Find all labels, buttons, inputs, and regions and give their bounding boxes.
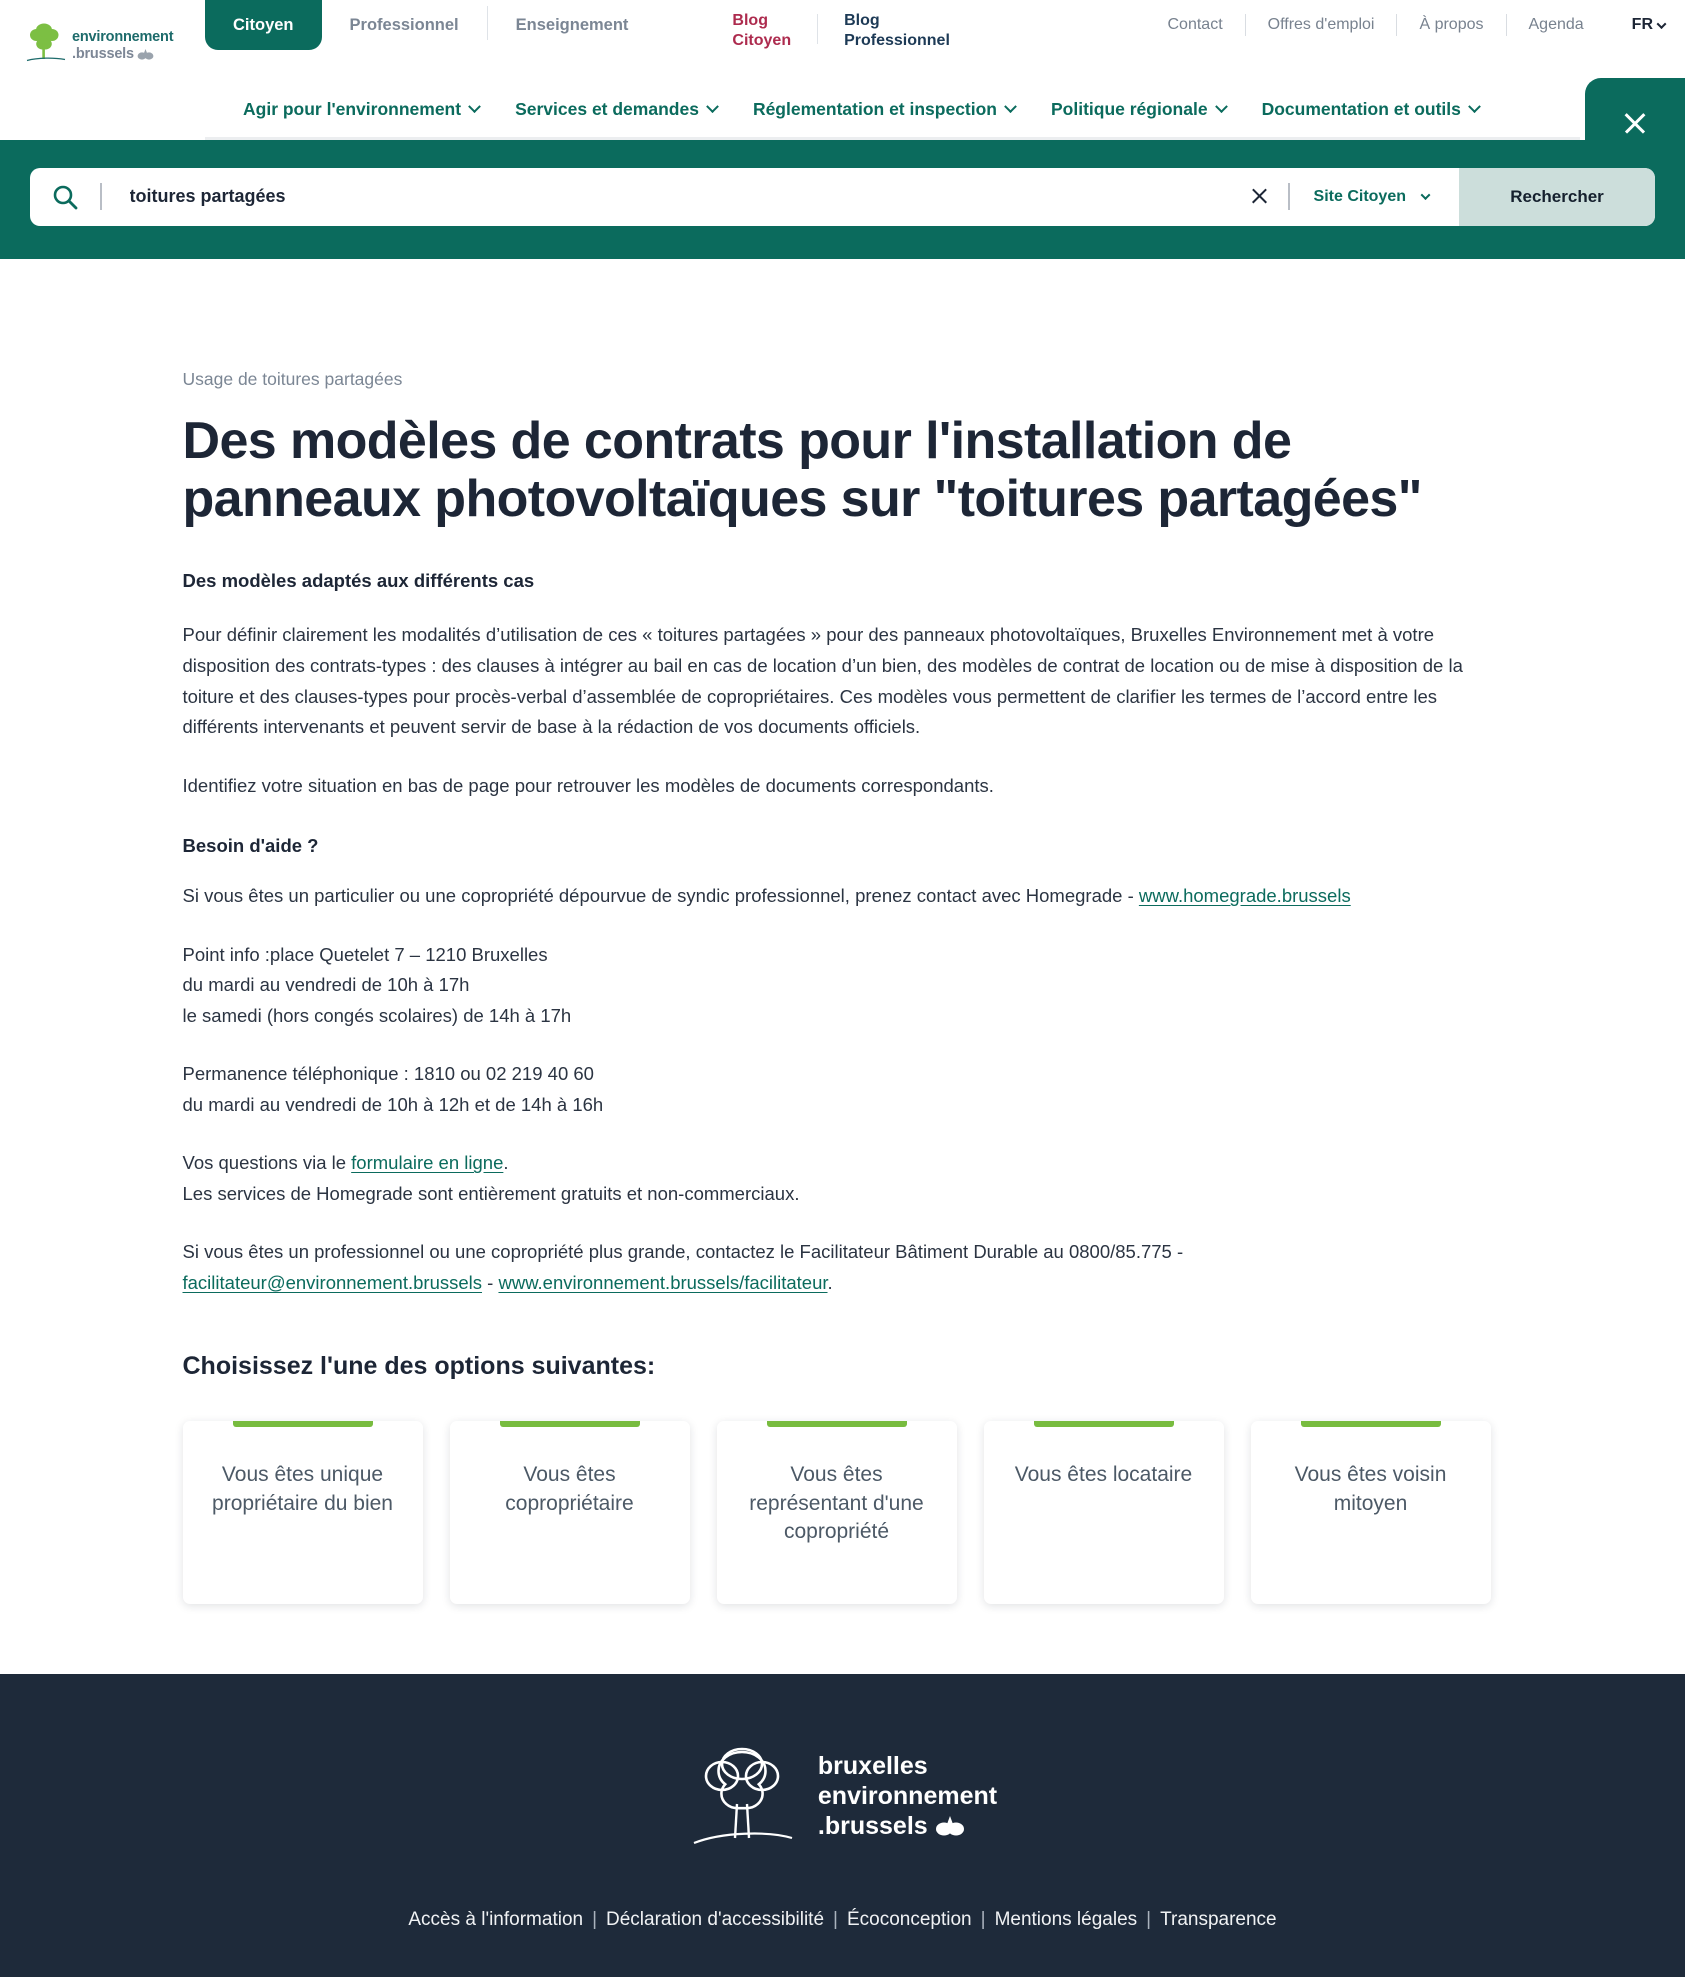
utility-link-agenda[interactable]: Agenda xyxy=(1507,16,1606,34)
main-navigation-bar xyxy=(0,78,1685,140)
footer-logo-line-3-row xyxy=(818,1811,997,1841)
segment-tab-professionnel[interactable]: Professionnel xyxy=(322,0,487,50)
site-footer xyxy=(0,1674,1685,1977)
point-info-line-2: du mardi au vendredi de 10h à 17h xyxy=(183,970,1503,1001)
content-container xyxy=(183,369,1503,1674)
footer-separator-2: | xyxy=(833,1909,838,1931)
phone-block xyxy=(183,1059,1503,1120)
option-card-coproprietaire[interactable] xyxy=(450,1421,690,1604)
nav-label: Politique régionale xyxy=(1051,99,1208,120)
phone-line-1: Permanence téléphonique : 1810 ou 02 219 40 60 xyxy=(183,1059,1503,1090)
tree-logo-icon xyxy=(688,1738,796,1853)
pro-separator: - xyxy=(482,1272,498,1293)
utility-links xyxy=(1146,0,1685,50)
section-subtitle-2: Besoin d'aide ? xyxy=(183,835,1503,857)
footer-link-ecoconception[interactable]: Écoconception xyxy=(838,1909,981,1931)
main-content xyxy=(0,259,1685,1674)
top-utility-bar xyxy=(0,0,1685,78)
breadcrumb-eyebrow: Usage de toitures partagées xyxy=(183,369,1503,390)
utility-link-contact[interactable]: Contact xyxy=(1146,16,1245,34)
chevron-down-icon xyxy=(1468,100,1481,113)
language-current: FR xyxy=(1632,16,1653,34)
option-card-label: Vous êtes représentant d'une copropriété xyxy=(735,1461,939,1546)
section-subtitle-1: Des modèles adaptés aux différents cas xyxy=(183,570,1503,592)
logo-wordmark xyxy=(72,15,173,62)
facilitateur-email-link[interactable]: facilitateur@environnement.brussels xyxy=(183,1272,483,1293)
search-box xyxy=(30,168,1655,226)
nav-label: Services et demandes xyxy=(515,99,699,120)
iris-icon xyxy=(137,49,154,60)
option-card-label: Vous êtes locataire xyxy=(1015,1461,1192,1489)
segment-tab-enseignement[interactable]: Enseignement xyxy=(488,0,657,50)
chevron-down-icon xyxy=(1657,19,1667,29)
footer-wordmark xyxy=(818,1751,997,1841)
option-card-label: Vous êtes copropriétaire xyxy=(468,1461,672,1518)
nav-label: Documentation et outils xyxy=(1262,99,1461,120)
search-submit-icon-button[interactable] xyxy=(30,168,100,226)
search-icon xyxy=(51,183,79,211)
professional-paragraph xyxy=(183,1237,1483,1298)
nav-underline xyxy=(205,137,1580,140)
point-info-block xyxy=(183,940,1503,1032)
questions-prefix: Vos questions via le xyxy=(183,1152,352,1173)
options-heading: Choisissez l'une des options suivantes: xyxy=(183,1352,1503,1381)
footer-logo-line-1: bruxelles xyxy=(818,1751,997,1781)
nav-label: Agir pour l'environnement xyxy=(243,99,461,120)
audience-segment-tabs xyxy=(205,0,656,50)
options-card-list xyxy=(183,1421,1503,1674)
questions-line xyxy=(183,1148,1503,1179)
footer-logo-line-3: .brussels xyxy=(818,1811,928,1841)
footer-separator-3: | xyxy=(981,1909,986,1931)
footer-separator-4: | xyxy=(1146,1909,1151,1931)
phone-line-2: du mardi au vendredi de 10h à 12h et de 14h à 16h xyxy=(183,1090,1503,1121)
logo-line-2: .brussels xyxy=(72,46,173,63)
close-icon xyxy=(1250,187,1269,206)
chevron-down-icon xyxy=(1215,100,1228,113)
search-scope-label: Site Citoyen xyxy=(1314,188,1406,206)
footer-link-acces-information[interactable]: Accès à l'information xyxy=(399,1909,592,1931)
paragraph-1: Pour définir clairement les modalités d’utilisation de ces « toitures partagées » pour des panneaux photovoltaïques, Bruxelles Environnement met à votre disposition des contrats-types : des clauses à intégrer au bail en cas de location d’un bien, des modèles de contrat de location ou de mise à disposition de la toiture et des clauses-types pour procès-verbal d’assemblée de copropriétaires. Ces modèles vous permettent de clarifier les termes de l’accord entre les différents intervenants et peuvent servir de base à la rédaction de vos documents officiels. xyxy=(183,620,1483,742)
option-card-label: Vous êtes voisin mitoyen xyxy=(1269,1461,1473,1518)
option-card-locataire[interactable] xyxy=(984,1421,1224,1604)
blog-citoyen-line2: Citoyen xyxy=(732,31,791,51)
option-card-label: Vous êtes unique propriétaire du bien xyxy=(201,1461,405,1518)
point-info-line-1: Point info :place Quetelet 7 – 1210 Bruxelles xyxy=(183,940,1503,971)
online-form-link[interactable]: formulaire en ligne xyxy=(351,1152,503,1173)
chevron-down-icon xyxy=(706,100,719,113)
footer-link-mentions-legales[interactable]: Mentions légales xyxy=(986,1909,1147,1931)
search-input[interactable] xyxy=(102,186,1231,207)
footer-links xyxy=(0,1909,1685,1931)
segment-tab-citoyen[interactable]: Citoyen xyxy=(205,0,322,50)
blog-tab-professionnel[interactable] xyxy=(818,0,976,62)
point-info-line-3: le samedi (hors congés scolaires) de 14h à 17h xyxy=(183,1001,1503,1032)
questions-block xyxy=(183,1148,1503,1209)
nav-item-agir-pour-lenvironnement[interactable] xyxy=(225,99,497,120)
nav-item-reglementation-et-inspection[interactable] xyxy=(735,99,1033,120)
facilitateur-url-link[interactable]: www.environnement.brussels/facilitateur xyxy=(498,1272,827,1293)
nav-item-politique-regionale[interactable] xyxy=(1033,99,1244,120)
blog-citoyen-line1: Blog xyxy=(732,11,791,31)
footer-logo-line-2: environnement xyxy=(818,1781,997,1811)
blog-tabs xyxy=(706,0,975,62)
option-card-unique-proprietaire[interactable] xyxy=(183,1421,423,1604)
page-title: Des modèles de contrats pour l'installation de panneaux photovoltaïques sur "toitures partagées" xyxy=(183,412,1423,528)
chevron-down-icon xyxy=(1421,190,1431,200)
footer-link-transparence[interactable]: Transparence xyxy=(1151,1909,1286,1931)
search-scope-select[interactable] xyxy=(1290,188,1459,206)
free-services-line: Les services de Homegrade sont entièrement gratuits et non-commerciaux. xyxy=(183,1179,1503,1210)
help-paragraph xyxy=(183,881,1483,912)
pro-suffix: . xyxy=(828,1272,833,1293)
language-switcher[interactable] xyxy=(1606,16,1665,34)
site-logo[interactable] xyxy=(0,0,205,78)
option-card-voisin-mitoyen[interactable] xyxy=(1251,1421,1491,1604)
help-intro-text: Si vous êtes un particulier ou une copropriété dépourvue de syndic professionnel, prenez contact avec Homegrade - xyxy=(183,885,1139,906)
blog-pro-line2: Professionnel xyxy=(844,31,950,51)
utility-link-offres-emploi[interactable]: Offres d'emploi xyxy=(1246,16,1397,34)
nav-item-documentation-et-outils[interactable] xyxy=(1244,99,1497,120)
utility-link-a-propos[interactable]: À propos xyxy=(1397,16,1505,34)
clear-search-button[interactable] xyxy=(1230,168,1288,226)
chevron-down-icon xyxy=(1004,100,1017,113)
blog-tab-citoyen[interactable] xyxy=(706,0,817,62)
main-navigation xyxy=(0,99,1497,120)
iris-icon xyxy=(935,1816,965,1836)
search-submit-button[interactable]: Rechercher xyxy=(1459,168,1655,226)
nav-label: Réglementation et inspection xyxy=(753,99,997,120)
paragraph-2: Identifiez votre situation en bas de page pour retrouver les modèles de documents correspondants. xyxy=(183,771,1483,802)
questions-suffix: . xyxy=(503,1152,508,1173)
logo-line-1: environnement xyxy=(72,29,173,46)
chevron-down-icon xyxy=(468,100,481,113)
option-card-representant-copropriete[interactable] xyxy=(717,1421,957,1604)
blog-pro-line1: Blog xyxy=(844,11,950,31)
footer-logo xyxy=(688,1738,997,1853)
tree-logo-icon xyxy=(22,13,68,65)
homegrade-link[interactable]: www.homegrade.brussels xyxy=(1139,885,1351,906)
close-search-button[interactable] xyxy=(1585,78,1685,168)
footer-link-declaration-accessibilite[interactable]: Déclaration d'accessibilité xyxy=(597,1909,833,1931)
pro-intro-text: Si vous êtes un professionnel ou une copropriété plus grande, contactez le Facilitateur Bâtiment Durable au 0800/85.775 - xyxy=(183,1241,1184,1262)
footer-separator-1: | xyxy=(592,1909,597,1931)
nav-item-services-et-demandes[interactable] xyxy=(497,99,735,120)
close-icon xyxy=(1622,110,1648,136)
